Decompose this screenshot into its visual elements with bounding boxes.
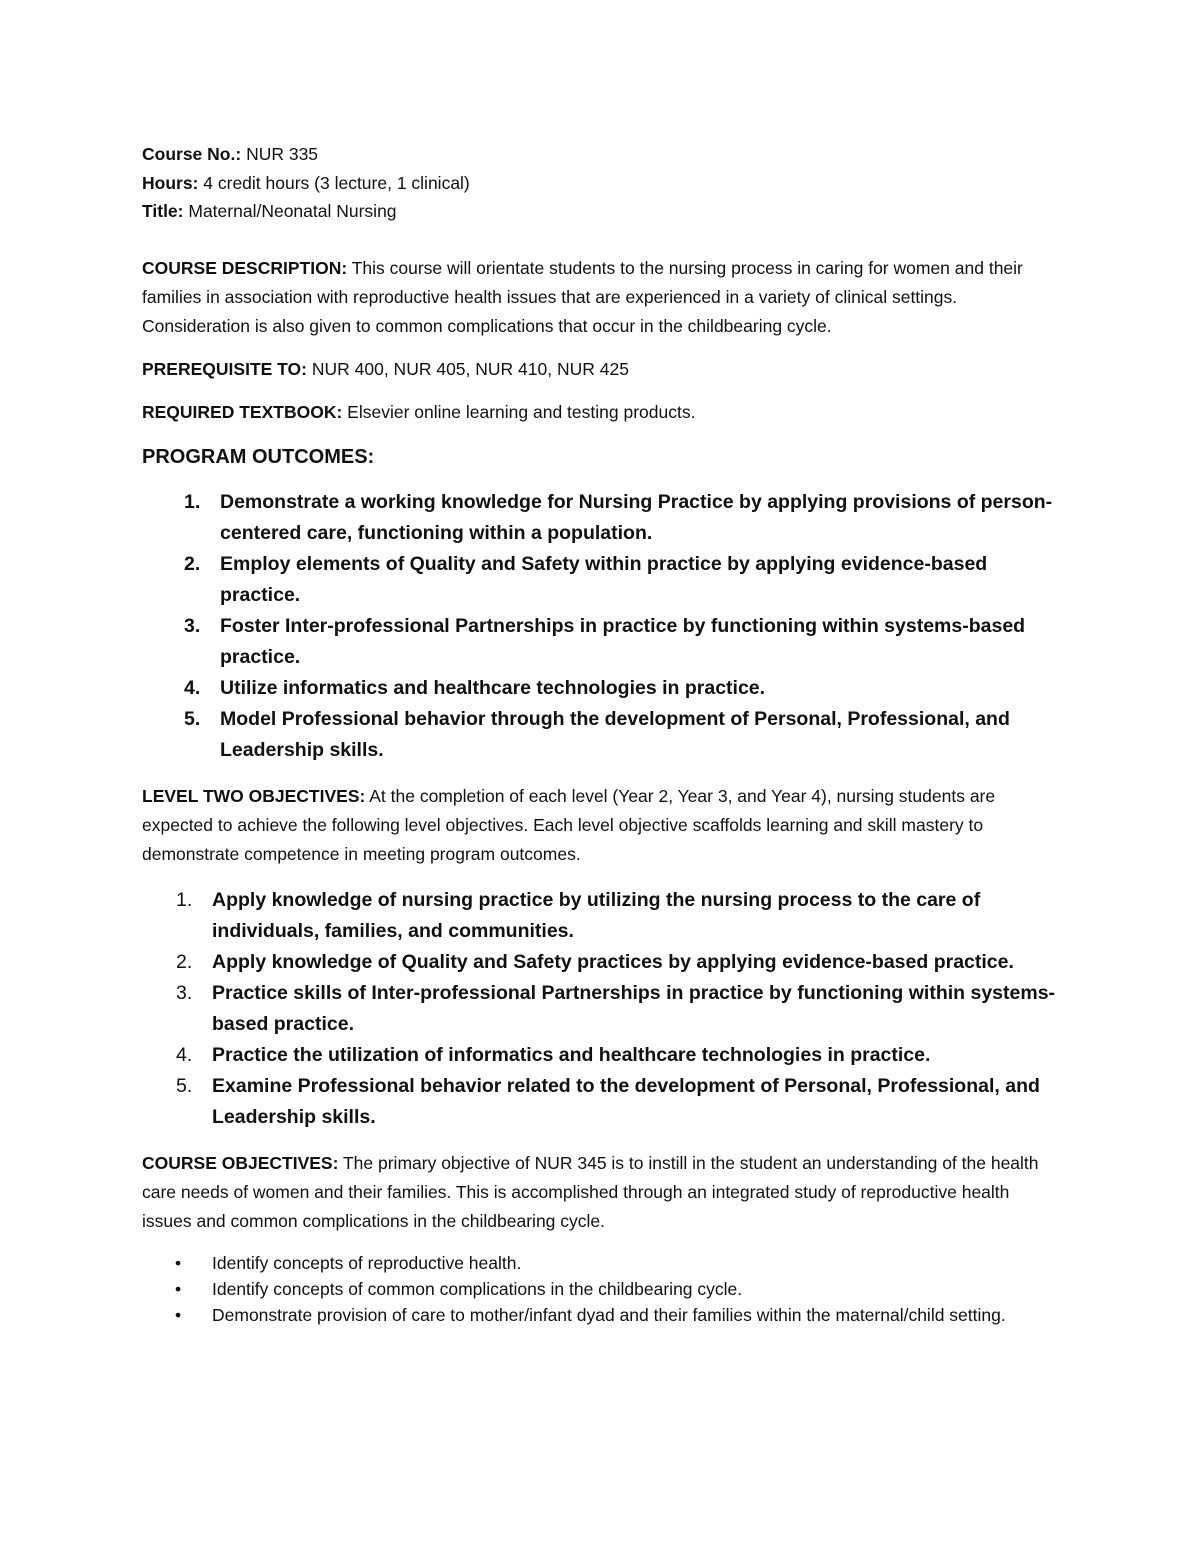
level-two-objectives-list — [142, 885, 1062, 1133]
list-item — [142, 704, 1062, 766]
list-item-text: Utilize informatics and healthcare technologies in practice. — [220, 676, 766, 699]
course-description-text: This course will orientate students to the nursing process in caring for women and their families in association with reproductive health issues that are experienced in a variety of clinical settings. Consideration is also given to common complications that occur in the childbearing cycle. — [142, 257, 1023, 336]
list-item — [142, 1250, 1062, 1276]
level-two-label: LEVEL TWO OBJECTIVES: — [142, 785, 366, 806]
list-number: 2. — [176, 950, 193, 973]
list-item-text: Foster Inter-professional Partnerships in practice by functioning within systems-based practice. — [220, 614, 1026, 668]
program-outcomes-list — [142, 487, 1062, 766]
list-item-text: Practice the utilization of informatics and healthcare technologies in practice. — [212, 1043, 931, 1066]
course-title-line — [142, 197, 1062, 226]
list-number: 3. — [184, 614, 201, 637]
list-item — [142, 885, 1062, 947]
list-item — [142, 978, 1062, 1040]
list-item — [142, 1071, 1062, 1133]
bullet-icon: • — [175, 1304, 182, 1325]
bullet-icon: • — [175, 1278, 182, 1299]
list-item — [142, 1302, 1062, 1328]
course-number-line — [142, 140, 1062, 169]
level-two-text: At the completion of each level (Year 2, Year 3, and Year 4), nursing students are expected to achieve the following level objectives. Each level objective scaffolds learning and skill mastery to demonstrate competence in meeting program outcomes. — [142, 785, 996, 864]
list-number: 1. — [176, 888, 193, 911]
list-item-text: Demonstrate a working knowledge for Nursing Practice by applying provisions of person-centered care, functioning within a population. — [220, 490, 1053, 544]
course-objectives-label: COURSE OBJECTIVES: — [142, 1152, 339, 1173]
course-objectives — [142, 1149, 1062, 1236]
list-item-text: Identify concepts of common complications in the childbearing cycle. — [212, 1278, 743, 1299]
list-number: 5. — [184, 707, 201, 730]
list-item-text: Identify concepts of reproductive health. — [212, 1252, 522, 1273]
required-textbook-text: Elsevier online learning and testing products. — [347, 401, 696, 422]
list-number: 1. — [184, 490, 201, 513]
list-number: 2. — [184, 552, 201, 575]
list-number: 4. — [176, 1043, 193, 1066]
list-item-text: Practice skills of Inter-professional Partnerships in practice by functioning within systems-based practice. — [212, 981, 1056, 1035]
prerequisite — [142, 355, 1062, 384]
list-number: 5. — [176, 1074, 193, 1097]
course-description-label: COURSE DESCRIPTION: — [142, 257, 348, 278]
list-item-text: Apply knowledge of Quality and Safety practices by applying evidence-based practice. — [212, 950, 1014, 973]
bullet-icon: • — [175, 1252, 182, 1273]
prerequisite-text: NUR 400, NUR 405, NUR 410, NUR 425 — [311, 358, 629, 379]
list-number: 4. — [184, 676, 201, 699]
list-item-text: Employ elements of Quality and Safety within practice by applying evidence-based practice. — [220, 552, 988, 606]
document-content — [142, 140, 1062, 1328]
course-info — [142, 140, 1062, 226]
course-title-label: Title: — [142, 201, 184, 221]
course-number-label: Course No.: — [142, 144, 242, 164]
list-item-text: Apply knowledge of nursing practice by utilizing the nursing process to the care of individuals, families, and communities. — [212, 888, 981, 942]
required-textbook-label: REQUIRED TEXTBOOK: — [142, 401, 343, 422]
list-item — [142, 549, 1062, 611]
list-item — [142, 1276, 1062, 1302]
course-hours-line — [142, 169, 1062, 198]
required-textbook — [142, 398, 1062, 427]
list-item-text: Demonstrate provision of care to mother/infant dyad and their families within the maternal/child setting. — [212, 1304, 1006, 1325]
course-objectives-text: The primary objective of NUR 345 is to instill in the student an understanding of the health care needs of women and their families. This is accomplished through an integrated study of reproductive health issues and common complications in the childbearing cycle. — [142, 1152, 1039, 1231]
course-title-value: Maternal/Neonatal Nursing — [188, 201, 397, 221]
course-number-value: NUR 335 — [246, 144, 319, 164]
course-description — [142, 254, 1062, 341]
prerequisite-label: PREREQUISITE TO: — [142, 358, 307, 379]
program-outcomes-heading: PROGRAM OUTCOMES: — [142, 445, 375, 468]
course-objectives-list — [142, 1250, 1062, 1328]
list-item — [142, 487, 1062, 549]
list-item — [142, 611, 1062, 673]
level-two-objectives — [142, 782, 1062, 869]
list-number: 3. — [176, 981, 193, 1004]
list-item — [142, 947, 1062, 978]
course-hours-value: 4 credit hours (3 lecture, 1 clinical) — [203, 172, 470, 193]
course-hours-label: Hours: — [142, 172, 199, 193]
list-item-text: Model Professional behavior through the development of Personal, Professional, and Leadership skills. — [220, 707, 1010, 761]
list-item-text: Examine Professional behavior related to the development of Personal, Professional, and Leadership skills. — [212, 1074, 1040, 1128]
list-item — [142, 673, 1062, 704]
list-item — [142, 1040, 1062, 1071]
